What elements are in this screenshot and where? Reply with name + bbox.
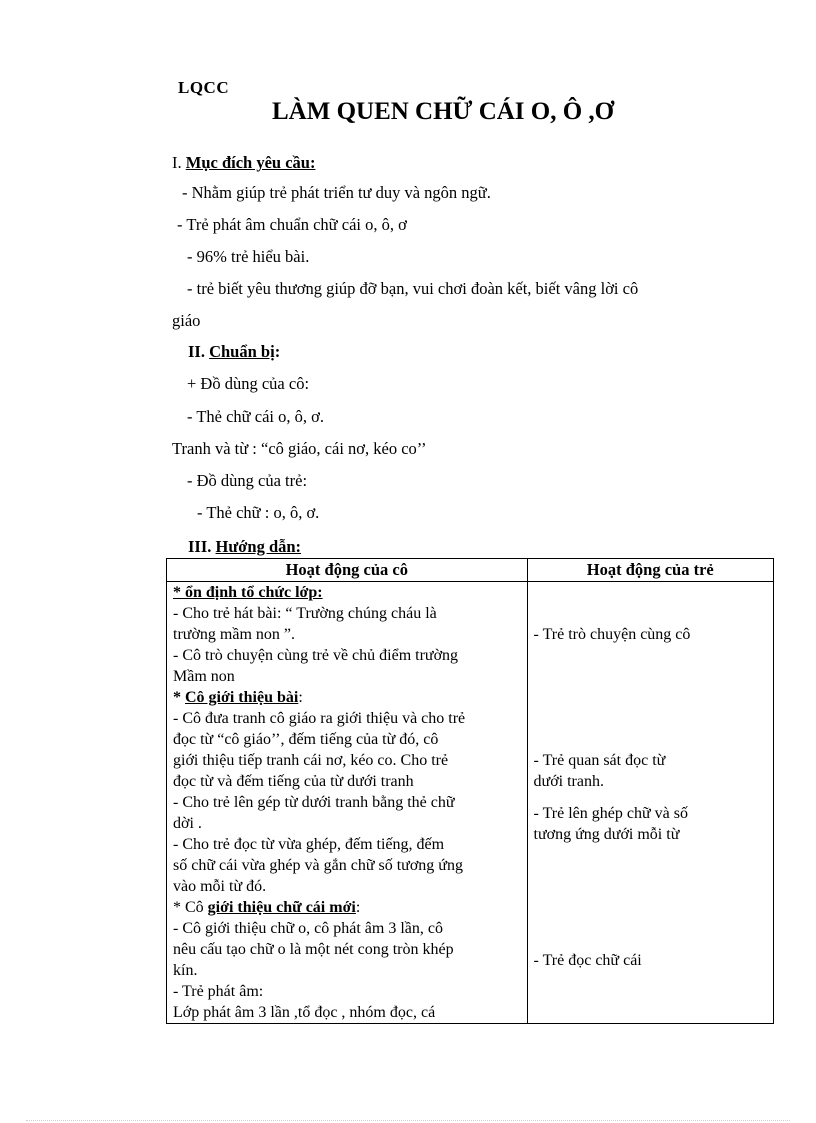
teacher-line: - Cho trẻ hát bài: “ Trường chúng cháu là	[173, 605, 437, 622]
teacher-line: - Cho trẻ lên gép từ dưới tranh bằng thẻ chữ	[173, 794, 455, 811]
section-1-line: - Nhằm giúp trẻ phát triển tư duy và ngôn ngữ.	[182, 183, 491, 202]
section-2-line: + Đồ dùng của cô:	[187, 374, 310, 393]
teacher-column-header: Hoạt động của cô	[167, 559, 528, 582]
section-2-line: - Thẻ chữ : o, ô, ơ.	[197, 503, 320, 522]
teacher-line: kín.	[173, 962, 198, 979]
teacher-subheading: * Cô giới thiệu chữ cái mới:	[173, 899, 361, 916]
teacher-line: dời .	[173, 815, 202, 832]
section-1-line: - trẻ biết yêu thương giúp đỡ bạn, vui chơi đoàn kết, biết vâng lời cô	[187, 279, 639, 298]
teacher-line: đọc từ “cô giáo’’, đếm tiếng của từ đó, cô	[173, 731, 439, 748]
section-2-line: - Đồ dùng của trẻ:	[187, 471, 308, 490]
teacher-line: - Cho trẻ đọc từ vừa ghép, đếm tiếng, đếm	[173, 836, 445, 853]
child-line: - Trẻ quan sát đọc từ	[533, 752, 666, 769]
child-column-header: Hoạt động của trẻ	[527, 559, 773, 582]
teacher-line: - Cô giới thiệu chữ o, cô phát âm 3 lần, cô	[173, 920, 443, 937]
section-1-line: - 96% trẻ hiểu bài.	[187, 247, 310, 266]
page-bottom-divider	[26, 1120, 790, 1121]
teacher-line: Lớp phát âm 3 lần ,tổ đọc , nhóm đọc, cá	[173, 1004, 436, 1021]
child-activities-cell	[527, 582, 773, 1024]
child-line: dưới tranh.	[533, 773, 604, 790]
section-2-line: Tranh và từ : “cô giáo, cái nơ, kéo co’’	[172, 439, 427, 458]
teacher-line: vào mỗi từ đó.	[173, 878, 267, 895]
section-1-heading: I. Mục đích yêu cầu:	[172, 153, 316, 172]
teacher-subheading: * Cô giới thiệu bài:	[173, 689, 303, 706]
teacher-line: nêu cấu tạo chữ o là một nét cong tròn khép	[173, 941, 454, 958]
teacher-line: - Cô trò chuyện cùng trẻ về chủ điểm trường	[173, 647, 459, 664]
section-2-heading: II. Chuẩn bị:	[188, 342, 281, 361]
child-line: tương ứng dưới mỗi từ	[533, 826, 680, 843]
section-3-heading: III. Hướng dẫn:	[188, 537, 302, 556]
page-title: LÀM QUEN CHỮ CÁI O, Ô ,Ơ	[272, 98, 615, 125]
teacher-line: - Cô đưa tranh cô giáo ra giới thiệu và cho trẻ	[173, 710, 466, 727]
teacher-line: trường mầm non ”.	[173, 626, 295, 643]
section-3-title: Hướng dẫn:	[215, 537, 302, 556]
section-1-title: Mục đích yêu cầu:	[185, 153, 316, 172]
section-2-line: - Thẻ chữ cái o, ô, ơ.	[187, 407, 324, 426]
lesson-code: LQCC	[178, 78, 230, 97]
teacher-line: đọc từ và đếm tiếng của từ dưới tranh	[173, 773, 414, 790]
section-2-title: Chuẩn bị	[209, 342, 275, 361]
teacher-line: - Trẻ phát âm:	[173, 983, 264, 1000]
activity-table	[166, 558, 774, 1024]
section-1-line: - Trẻ phát âm chuẩn chữ cái o, ô, ơ	[177, 215, 407, 234]
teacher-line: Mầm non	[173, 668, 235, 685]
child-line: - Trẻ trò chuyện cùng cô	[533, 626, 691, 643]
table-row	[167, 582, 774, 1024]
child-line: - Trẻ đọc chữ cái	[533, 952, 642, 969]
child-line: - Trẻ lên ghép chữ và số	[533, 805, 688, 822]
teacher-line: số chữ cái vừa ghép và gắn chữ số tương ứng	[173, 857, 463, 874]
teacher-subheading: * ổn định tổ chức lớp:	[173, 584, 323, 601]
table-header-row	[167, 559, 774, 582]
teacher-activities-cell	[167, 582, 528, 1024]
section-1-line: giáo	[172, 311, 201, 330]
teacher-line: giới thiệu tiếp tranh cái nơ, kéo co. Cho trẻ	[173, 752, 449, 769]
